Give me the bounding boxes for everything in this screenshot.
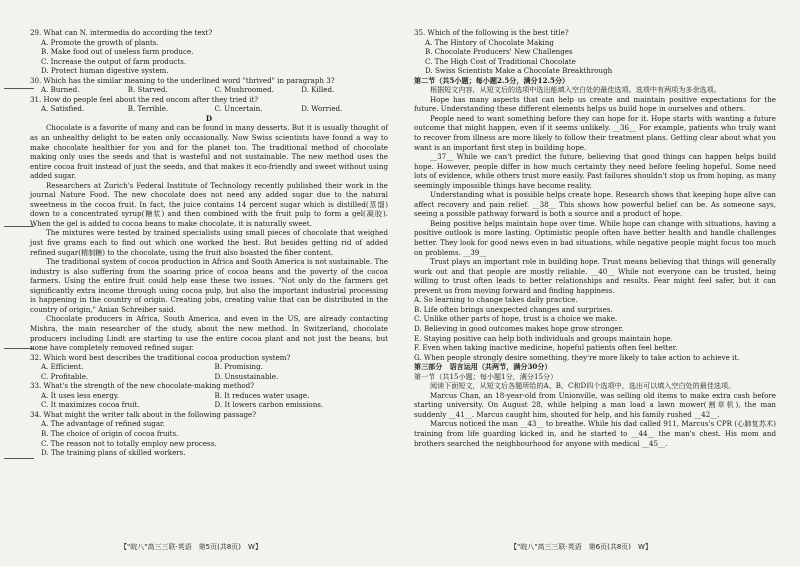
option: A. The advantage of refined sugar.	[41, 419, 165, 429]
option: D. Protect human digestive system.	[41, 66, 169, 76]
part-3-instructions: 阅读下面短文，从短文后各题所给的A、B、C和D四个选项中，选出可以填入空白处的最佳选项。	[430, 381, 736, 391]
section-heading-d: D	[205, 113, 213, 123]
answer-option: E. Staying positive can help both individuals and groups maintain hope.	[414, 333, 673, 343]
left-column	[30, 28, 388, 458]
right-column	[414, 28, 776, 448]
option: A. Promote the growth of plants.	[41, 37, 159, 47]
margin-line	[4, 458, 34, 459]
page-footer-left: 【"皖八"高三三联·英语 第5页(共8页) W】	[120, 543, 262, 551]
question-33: 33. What's the strength of the new chocolate-making method?	[30, 381, 255, 391]
option: D. Swiss Scientists Make a Chocolate Breakthrough	[425, 66, 613, 76]
option: D. Killed.	[301, 85, 335, 95]
option: B. The choice of origin of cocoa fruits.	[41, 428, 179, 438]
question-30: 30. Which has the similar meaning to the underlined word "thrived" in paragraph 3?	[30, 75, 335, 85]
part-3-section-1: 第一节（共15小题；每小题1分，满分15分）	[414, 371, 558, 381]
options-row	[41, 85, 388, 95]
passage-paragraph: Trust plays an important role in building hope. Trust means believing that things will generally work out and that people are mostly reliable. __40__ While not everyone can be trusted, being willing to trust often leads to better relationships and results. Fear might feel safer, but it can prevent us from moving forward and finding happiness.	[414, 257, 776, 295]
passage-paragraph: Understanding what is possible helps create hope. Research shows that keeping hope alive can affect recovery and pain relief. __38__ This shows how powerful belief can be. As someone says, seeing a possible pathway forward is both a source and a product of hope.	[414, 190, 776, 219]
option: A. It uses less energy.	[41, 390, 120, 400]
option: A. The History of Chocolate Making	[425, 37, 554, 47]
option: B. Chocolate Producers' New Challenges	[425, 47, 573, 57]
cloze-paragraph: Marcus Chan, an 18-year-old from Unionville, was selling old items to make extra cash before starting university. On August 28, while helping a man load a lawn mower(割草机), the man suddenly __41__. Marcus caught him, shouted for help, and his family rushed __42__.	[414, 390, 776, 419]
option: C. Mushroomed.	[214, 85, 274, 95]
option: D. Worried.	[301, 104, 343, 114]
option: A. Satisfied.	[41, 104, 85, 114]
options-row	[41, 104, 388, 114]
answer-option: F. Even when taking inactive medicine, hopeful patients often feel better.	[414, 343, 678, 353]
passage-paragraph: Being positive helps maintain hope over time. While hope can change with situations, having a positive outlook is more lasting. Optimistic people often have better health and handle challenges better. They look for good news even in bad situations, while negative people might focus too much on problems. __39__	[414, 218, 776, 257]
answer-option: C. Unlike other parts of hope, trust is a choice we make.	[414, 314, 618, 324]
section-2-instructions: 根据短文内容，从短文后的选项中选出能填入空白处的最佳选项。选项中有两项为多余选项。	[430, 85, 721, 95]
option: B. Starved.	[127, 85, 168, 95]
passage-paragraph: Chocolate is a favorite of many and can be found in many desserts. But it is usually thought of as an unhealthy delight to be eaten only occasionally. Now Swiss scientists have found a way to make chocolate healthier for you and for the planet too. The traditional method of chocolate making only uses the seeds and that is wasteful and not sustainable. The new method uses the entire cocoa fruit instead of just the seeds, and that makes it eco-friendly and sweet without using added sugar.	[30, 123, 388, 181]
option: B. Make food out of useless farm produce.	[41, 47, 194, 57]
passage-paragraph: __37__ While we can't predict the future, believing that good things can happen helps build hope. However, people differ in how much certainty they need before feeling hopeful. Some need lots of evidence, while others trust more easily. Past failures shouldn't stop us from hoping, as many seemingly impossible things have become reality.	[414, 152, 776, 190]
passage-paragraph: Researchers at Zurich's Federal Institute of Technology recently published their work in the journal Nature Food. The new chocolate does not need any added sugar due to the natural sweetness in the cocoa fruit. In fact, the juice contains 14 percent sugar which is distilled(蒸馏) down to a concentrated syrup(糖浆) and then combined with the fruit pulp to form a gel(凝胶). When the gel is added to cocoa beans to make chocolate, it is naturally sweet.	[30, 180, 388, 228]
answer-option: G. When people strongly desire something, they're more likely to take action to achieve it.	[414, 352, 740, 362]
option: D. Unsustainable.	[214, 371, 279, 381]
passage-paragraph: The mixtures were tested by trained specialists using small pieces of chocolate that weighed just five grams each to find out which one worked the best. But besides getting rid of added refined sugar(精制糖) to the chocolate, using the fruit also boasted the fiber content.	[30, 228, 388, 257]
question-32: 32. Which word best describes the traditional cocoa production system?	[30, 352, 291, 362]
option: C. The reason not to totally employ new process.	[41, 438, 217, 448]
question-34: 34. What might the writer talk about in the following passage?	[30, 409, 257, 419]
options-grid	[41, 391, 388, 410]
option: C. Uncertain.	[214, 104, 263, 114]
option: C. The High Cost of Traditional Chocolate	[425, 56, 576, 66]
option: A. Burned.	[41, 85, 80, 95]
cloze-paragraph: Marcus noticed the man __43__ to breathe. While his dad called 911, Marcus's CPR (心肺复苏术) training from life guarding kicked in, and he started to __44__ the man's chest. His mom and brothers searched the neighbourhood for anyone with medical __45__.	[414, 419, 776, 448]
passage-paragraph: The traditional system of cocoa production in Africa and South America is not sustainable. The industry is also suffering from the soaring price of cocoa beans and the poverty of the cocoa farmers. Using the entire fruit could help ease these two issues. "Not only do the farmers get significantly extra income through using cocoa pulp, but also the important industrial processing is happening in the country of origin. Creating jobs, creating value that can be distributed in the country of origin," Anian Schreiber said.	[30, 257, 388, 314]
question-31: 31. How do people feel about the red oncom after they tried it?	[30, 94, 259, 104]
section-2-title: 第二节（共5小题；每小题2.5分，满分12.5分）	[414, 75, 570, 85]
page-footer-right: 【"皖八"高三三联·英语 第6页(共8页) W】	[510, 543, 652, 551]
option: C. It maximizes cocoa fruit.	[41, 400, 140, 410]
option: B. Promising.	[214, 362, 263, 372]
answer-option: A. So learning to change takes daily practice.	[414, 295, 578, 305]
option: B. Terrible.	[127, 104, 169, 114]
passage-paragraph: People need to want something before they can hope for it. Hope starts with wanting a future outcome that might happen, even if it seems unlikely. __36__ For example, patients who truly want to recover from illness are more likely to follow their treatment plans. Getting clear about what you want is an important first step in building hope.	[414, 113, 776, 152]
option: C. Increase the output of farm products.	[41, 56, 187, 66]
option: A. Efficient.	[41, 362, 84, 372]
part-3-title: 第三部分 语言运用（共两节，满分30分）	[414, 362, 552, 372]
answer-option: B. Life often brings unexpected changes and surprises.	[414, 304, 613, 314]
question-29: 29. What can N. intermedia do according the text?	[30, 28, 213, 37]
option: B. It reduces water usage.	[214, 390, 310, 400]
option: D. It lowers carbon emissions.	[214, 400, 324, 410]
passage-paragraph: Chocolate producers in Africa, South America, and even in the US, are already contacting Mishra, the main researcher of the study, about the new method. In Switzerland, chocolate producers including Lindt are starting to use the entire cocoa plant and not just the beans, but none have completely removed refined sugar.	[30, 314, 388, 353]
passage-paragraph: Hope has many aspects that can help us create and maintain positive expectations for the future. Understanding these different elements helps us build hope in ourselves and others.	[414, 94, 776, 114]
answer-option: D. Believing in good outcomes makes hope grow stronger.	[414, 323, 624, 333]
option: C. Profitable.	[41, 371, 89, 381]
question-35: 35. Which of the following is the best title?	[414, 28, 569, 37]
option: D. The training plans of skilled workers.	[41, 448, 186, 458]
options-grid	[41, 362, 388, 381]
